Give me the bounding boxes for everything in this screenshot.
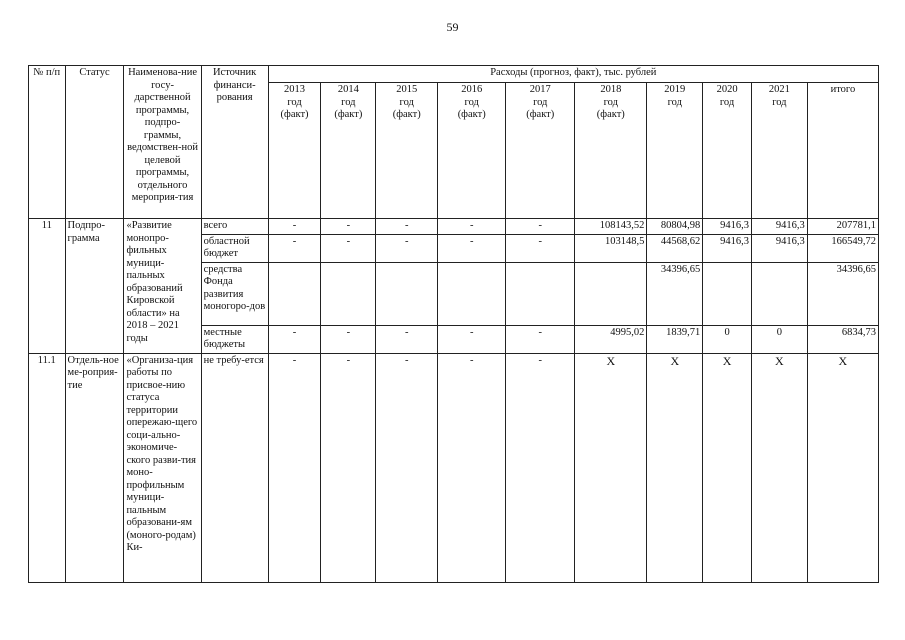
- value-cell: [321, 262, 376, 325]
- value-cell: [268, 262, 321, 325]
- header-row-1: [29, 66, 879, 83]
- value-cell: -: [376, 219, 438, 235]
- header-year-2019: 2019 год: [647, 83, 703, 219]
- source-cell: местные бюджеты: [201, 325, 268, 353]
- value-cell: -: [506, 353, 575, 582]
- value-cell: 34396,65: [807, 262, 878, 325]
- value-cell: 1839,71: [647, 325, 703, 353]
- header-status: Статус: [65, 66, 124, 219]
- page-number: 59: [446, 20, 459, 34]
- value-cell: -: [376, 353, 438, 582]
- header-num: № п/п: [29, 66, 66, 219]
- value-cell: -: [438, 219, 506, 235]
- value-cell: -: [321, 234, 376, 262]
- value-cell: -: [376, 234, 438, 262]
- header-year-2018: 2018 год (факт): [575, 83, 647, 219]
- value-cell: 6834,73: [807, 325, 878, 353]
- value-cell: -: [438, 234, 506, 262]
- value-cell: X: [751, 353, 807, 582]
- header-year-2015: 2015 год (факт): [376, 83, 438, 219]
- header-year-2014: 2014 год (факт): [321, 83, 376, 219]
- header-year-2021: 2021 год: [751, 83, 807, 219]
- value-cell: -: [321, 219, 376, 235]
- value-cell: -: [268, 234, 321, 262]
- header-year-2013: 2013 год (факт): [268, 83, 321, 219]
- value-cell: 0: [751, 325, 807, 353]
- table-row: [29, 219, 879, 235]
- row-status: Подпро-грамма: [65, 219, 124, 354]
- value-cell: -: [506, 234, 575, 262]
- value-cell: 4995,02: [575, 325, 647, 353]
- value-cell: 80804,98: [647, 219, 703, 235]
- value-cell: 9416,3: [703, 234, 752, 262]
- header-expenses: Расходы (прогноз, факт), тыс. рублей: [268, 66, 878, 83]
- value-cell: [438, 262, 506, 325]
- value-cell: 34396,65: [647, 262, 703, 325]
- header-year-2016: 2016 год (факт): [438, 83, 506, 219]
- value-cell: 9416,3: [703, 219, 752, 235]
- value-cell: -: [438, 325, 506, 353]
- header-total: итого: [807, 83, 878, 219]
- value-cell: 207781,1: [807, 219, 878, 235]
- value-cell: -: [506, 325, 575, 353]
- value-cell: [575, 262, 647, 325]
- value-cell: 0: [703, 325, 752, 353]
- value-cell: -: [268, 325, 321, 353]
- row-num: 11.1: [29, 353, 66, 582]
- value-cell: 9416,3: [751, 219, 807, 235]
- value-cell: [751, 262, 807, 325]
- value-cell: -: [376, 325, 438, 353]
- value-cell: [506, 262, 575, 325]
- value-cell: -: [268, 219, 321, 235]
- header-source: Источник финанси-рования: [201, 66, 268, 219]
- source-cell: не требу-ется: [201, 353, 268, 582]
- row-name: «Организа-ция работы по присвое-нию статуса территории опережаю-щего соци-ально-экономиче-ского разви-тия моно-профильным муници-пальным образовани-ям (моного-родам) Ки-: [124, 353, 201, 582]
- source-cell: средства Фонда развития моногоро-дов: [201, 262, 268, 325]
- row-name: «Развитие монопро-фильных муници-пальных образований Кировской области» на 2018 – 2021 годы: [124, 219, 201, 354]
- value-cell: X: [575, 353, 647, 582]
- value-cell: -: [268, 353, 321, 582]
- value-cell: X: [703, 353, 752, 582]
- value-cell: X: [647, 353, 703, 582]
- header-year-2017: 2017 год (факт): [506, 83, 575, 219]
- value-cell: 103148,5: [575, 234, 647, 262]
- value-cell: [376, 262, 438, 325]
- value-cell: [703, 262, 752, 325]
- value-cell: X: [807, 353, 878, 582]
- value-cell: -: [321, 353, 376, 582]
- value-cell: 44568,62: [647, 234, 703, 262]
- row-status: Отдель-ное ме-роприя-тие: [65, 353, 124, 582]
- value-cell: -: [438, 353, 506, 582]
- header-name: Наименова-ние госу-дарственной программы, подпро-граммы, ведомствен-ной целевой программы, отдельного мероприя-тия: [124, 66, 201, 219]
- row-num: 11: [29, 219, 66, 354]
- value-cell: 166549,72: [807, 234, 878, 262]
- source-cell: областной бюджет: [201, 234, 268, 262]
- header-year-2020: 2020 год: [703, 83, 752, 219]
- expenses-table: [28, 65, 879, 583]
- value-cell: 9416,3: [751, 234, 807, 262]
- value-cell: -: [506, 219, 575, 235]
- value-cell: 108143,52: [575, 219, 647, 235]
- value-cell: -: [321, 325, 376, 353]
- source-cell: всего: [201, 219, 268, 235]
- table-row: [29, 353, 879, 582]
